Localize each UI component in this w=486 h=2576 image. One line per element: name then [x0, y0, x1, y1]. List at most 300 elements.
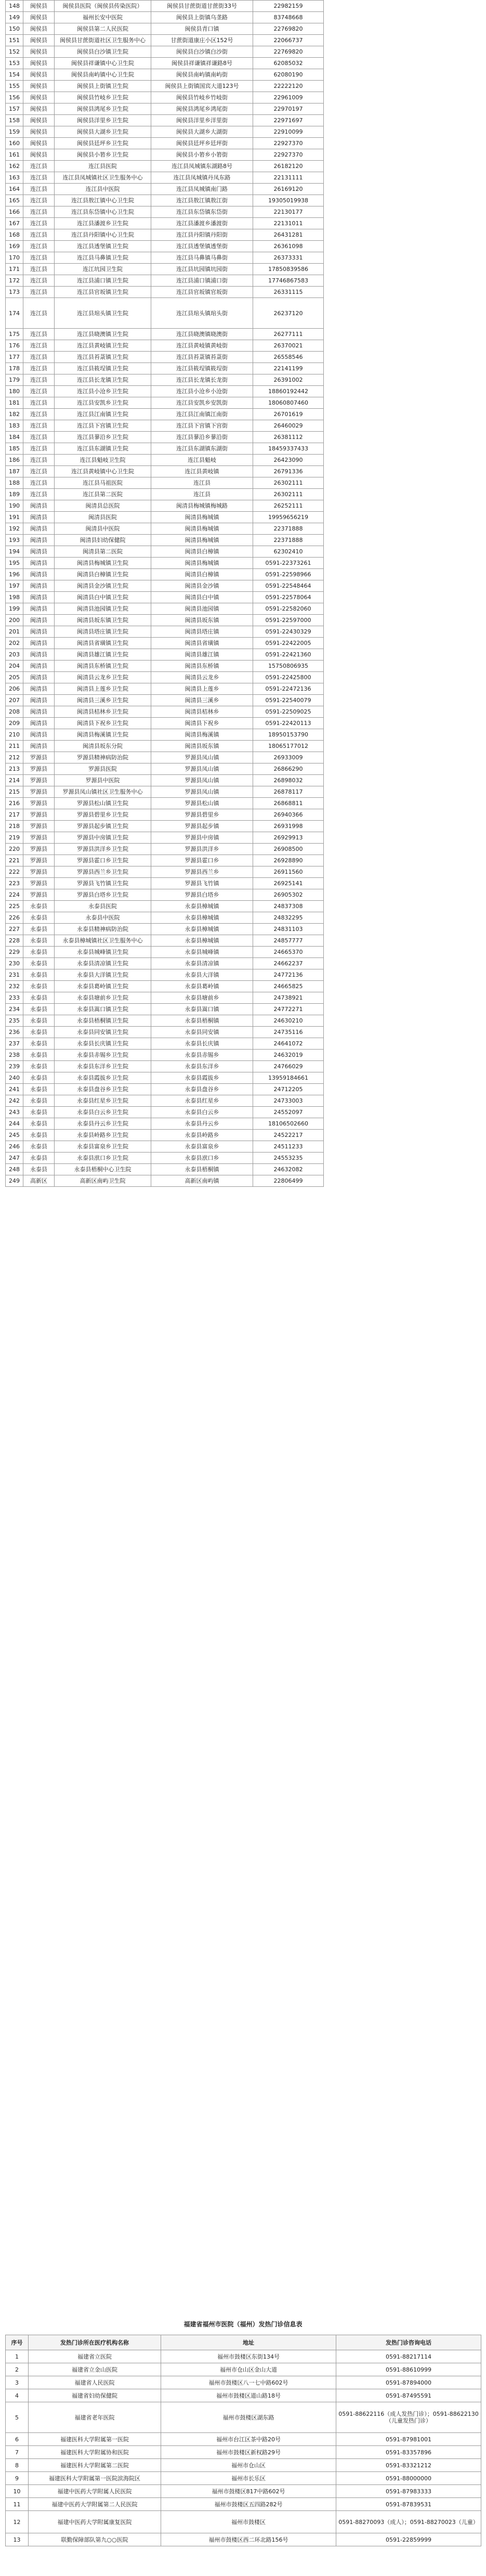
table-row [6, 500, 324, 512]
address: 闽清县白樟镇 [151, 569, 253, 580]
district: 永泰县 [23, 1004, 55, 1015]
table-row [6, 855, 324, 866]
address: 连江县马鼻镇马鼻街 [151, 252, 253, 264]
table-row [6, 935, 324, 947]
address: 闽侯县南屿镇南屿街 [151, 69, 253, 81]
phone: 0591-87981001 [336, 2433, 481, 2446]
table-row [6, 683, 324, 695]
hospital-name: 闽清县东桥镇卫生院 [55, 661, 151, 672]
hospital-name: 永泰县东洋乡卫生院 [55, 1061, 151, 1072]
phone: 24837308 [253, 901, 324, 912]
hospital-name: 永泰县清凉镇卫生院 [55, 958, 151, 969]
phone: 24665370 [253, 947, 324, 958]
table-row [6, 12, 324, 23]
table-row [6, 1095, 324, 1107]
address: 永泰县樟城镇 [151, 912, 253, 924]
row-index: 231 [6, 969, 23, 981]
phone: 17850839586 [253, 264, 324, 275]
hospital-name: 连江县安凯乡卫生院 [55, 397, 151, 409]
row-index: 3 [6, 2376, 29, 2389]
district: 罗源县 [23, 786, 55, 798]
address: 闽清县梅溪镇 [151, 729, 253, 741]
row-index: 221 [6, 855, 23, 866]
hospital-name: 闽侯县甘蔗街道社区卫生服务中心 [55, 35, 151, 46]
table-row [6, 455, 324, 466]
table-row [6, 878, 324, 889]
address: 连江县官坂镇官坂街 [151, 287, 253, 298]
district: 永泰县 [23, 1107, 55, 1118]
row-index: 1 [6, 2350, 29, 2363]
address: 永泰县清凉镇 [151, 958, 253, 969]
row-index: 149 [6, 12, 23, 23]
address: 永泰县塘前乡 [151, 992, 253, 1004]
district: 连江县 [23, 298, 55, 329]
hospital-name: 永泰县岭路乡卫生院 [55, 1130, 151, 1141]
district: 永泰县 [23, 1038, 55, 1050]
address: 闽侯县大湖乡大湖街 [151, 126, 253, 138]
table-row [6, 218, 324, 229]
row-index: 208 [6, 706, 23, 718]
row-index: 236 [6, 1027, 23, 1038]
hospital-name: 连江县黄岐镇中心卫生院 [55, 466, 151, 477]
row-index: 167 [6, 218, 23, 229]
row-index: 148 [6, 1, 23, 12]
row-index: 205 [6, 672, 23, 683]
table-row [6, 947, 324, 958]
address: 连江县凤城镇南门路 [151, 184, 253, 195]
hospital-name: 罗源县中房镇卫生院 [55, 832, 151, 844]
phone: 24772136 [253, 969, 324, 981]
row-index: 193 [6, 535, 23, 546]
district: 连江县 [23, 477, 55, 489]
hospital-name: 连江县长龙镇卫生院 [55, 374, 151, 386]
district: 永泰县 [23, 1061, 55, 1072]
address: 永泰县岭路乡 [151, 1130, 253, 1141]
fever-clinic-title: 福建省福州市医院（福州）发热门诊信息表 [183, 2321, 303, 2328]
phone: 26898032 [253, 775, 324, 786]
hospital-name: 连江县第二医院 [55, 489, 151, 500]
hospital-list-body [6, 1, 324, 1187]
row-index: 194 [6, 546, 23, 558]
row-index: 2 [6, 2363, 29, 2376]
table-row [6, 912, 324, 924]
district: 连江县 [23, 397, 55, 409]
phone: 24665825 [253, 981, 324, 992]
phone: 0591-88000000 [336, 2472, 481, 2485]
phone: 0591-22548464 [253, 580, 324, 592]
phone: 26252111 [253, 500, 324, 512]
row-index: 241 [6, 1084, 23, 1095]
hospital-name: 闽清县云龙乡卫生院 [55, 672, 151, 683]
hospital-name: 罗源县西兰乡卫生院 [55, 866, 151, 878]
address: 罗源县凤山镇 [151, 775, 253, 786]
district: 永泰县 [23, 1130, 55, 1141]
table-row [6, 695, 324, 706]
district: 永泰县 [23, 1015, 55, 1027]
district: 闽清县 [23, 741, 55, 752]
hospital-name: 闽清县金沙镇卫生院 [55, 580, 151, 592]
address: 闽清县省璜镇 [151, 638, 253, 649]
address: 福州市鼓楼区湖东路 [161, 2402, 336, 2433]
table-row [6, 1038, 324, 1050]
phone: 22970197 [253, 103, 324, 115]
hospital-name: 永泰县樟城镇社区卫生服务中心 [55, 935, 151, 947]
district: 连江县 [23, 229, 55, 241]
row-index: 183 [6, 420, 23, 432]
table-row [6, 638, 324, 649]
phone: 26791336 [253, 466, 324, 477]
phone: 18106502660 [253, 1118, 324, 1130]
row-index: 152 [6, 46, 23, 58]
phone: 26277111 [253, 329, 324, 340]
phone: 15750806935 [253, 661, 324, 672]
hospital-name: 连江县马鼻镇卫生院 [55, 252, 151, 264]
table-row [6, 546, 324, 558]
row-index: 180 [6, 386, 23, 397]
table-row [6, 340, 324, 352]
table-row [6, 1141, 324, 1153]
row-index: 175 [6, 329, 23, 340]
row-index: 235 [6, 1015, 23, 1027]
address: 永泰县梧桐镇 [151, 1015, 253, 1027]
hospital-name: 高新区南屿卫生院 [55, 1175, 151, 1187]
district: 永泰县 [23, 935, 55, 947]
phone: 22131011 [253, 218, 324, 229]
address: 罗源县中房镇 [151, 832, 253, 844]
table-row [6, 1175, 324, 1187]
phone: 22910099 [253, 126, 324, 138]
phone: 83748668 [253, 12, 324, 23]
district: 连江县 [23, 161, 55, 172]
phone: 0591-87894000 [336, 2376, 481, 2389]
row-index: 177 [6, 352, 23, 363]
table-row [6, 92, 324, 103]
address: 闽清县下祝乡 [151, 718, 253, 729]
phone: 0591-22430329 [253, 626, 324, 638]
address: 闽清县梅城镇 [151, 558, 253, 569]
row-index: 242 [6, 1095, 23, 1107]
address: 闽清县桔林乡 [151, 706, 253, 718]
row-index: 240 [6, 1072, 23, 1084]
phone: 26925141 [253, 878, 324, 889]
hospital-name: 罗源县凤山镇社区卫生服务中心 [55, 786, 151, 798]
hospital-name: 连江县晓澳镇卫生院 [55, 329, 151, 340]
table-row [6, 2402, 481, 2433]
address: 罗源县霍口乡 [151, 855, 253, 866]
table-row [6, 1118, 324, 1130]
hospital-name: 闽清县中医院 [55, 523, 151, 535]
address: 罗源县凤山镇 [151, 786, 253, 798]
address: 高新区南屿镇 [151, 1175, 253, 1187]
district: 闽侯县 [23, 149, 55, 161]
table-row [6, 352, 324, 363]
table-row [6, 2485, 481, 2498]
table-row [6, 172, 324, 184]
address: 永泰县同安镇 [151, 1027, 253, 1038]
phone: 0591-22509025 [253, 706, 324, 718]
hospital-name: 永泰县同安镇卫生院 [55, 1027, 151, 1038]
hospital-name: 福建中医药大学附属康复医院 [29, 2511, 161, 2533]
phone: 22982159 [253, 1, 324, 12]
hospital-name: 闽清县池园镇卫生院 [55, 603, 151, 615]
hospital-name: 永泰县医院 [55, 901, 151, 912]
table-row [6, 363, 324, 374]
table-row [6, 252, 324, 264]
row-index: 209 [6, 718, 23, 729]
hospital-name: 连江县潘渡乡卫生院 [55, 218, 151, 229]
row-index: 202 [6, 638, 23, 649]
phone: 26381112 [253, 432, 324, 443]
table-row [6, 1164, 324, 1175]
table-row [6, 2511, 481, 2533]
hospital-name: 福建省妇幼保健院 [29, 2389, 161, 2402]
district: 闽清县 [23, 649, 55, 661]
address: 闽侯县甘蔗街道甘蔗街33号 [151, 1, 253, 12]
table-row [6, 35, 324, 46]
row-index: 163 [6, 172, 23, 184]
phone: 24632019 [253, 1050, 324, 1061]
hospital-name: 福建省老年医院 [29, 2402, 161, 2433]
hospital-name: 闽清县梅溪镇卫生院 [55, 729, 151, 741]
phone: 22971697 [253, 115, 324, 126]
hospital-name: 闽清县医院 [55, 512, 151, 523]
row-index: 216 [6, 798, 23, 809]
table-row [6, 1153, 324, 1164]
district: 连江县 [23, 195, 55, 206]
row-index: 210 [6, 729, 23, 741]
district: 罗源县 [23, 832, 55, 844]
district: 闽侯县 [23, 23, 55, 35]
phone: 18950153790 [253, 729, 324, 741]
district: 连江县 [23, 172, 55, 184]
address: 连江县潘渡乡潘渡街 [151, 218, 253, 229]
table-row [6, 184, 324, 195]
address: 闽清县坂东镇 [151, 741, 253, 752]
table-row [6, 115, 324, 126]
phone: 24738921 [253, 992, 324, 1004]
address: 连江县黄岐镇黄岐街 [151, 340, 253, 352]
hospital-name: 闽侯县竹岐乡卫生院 [55, 92, 151, 103]
address: 永泰县盘谷乡 [151, 1084, 253, 1095]
table-row [6, 2459, 481, 2472]
hospital-name: 闽清县省璜镇卫生院 [55, 638, 151, 649]
address: 闽清县梅城镇 [151, 535, 253, 546]
district: 永泰县 [23, 981, 55, 992]
table-row [6, 1107, 324, 1118]
table-row [6, 763, 324, 775]
address: 闽侯县小箬乡小箬街 [151, 149, 253, 161]
phone: 19305019938 [253, 195, 324, 206]
phone: 22371888 [253, 523, 324, 535]
district: 闽清县 [23, 672, 55, 683]
phone: 26460029 [253, 420, 324, 432]
district: 永泰县 [23, 947, 55, 958]
district: 闽清县 [23, 535, 55, 546]
district: 闽清县 [23, 500, 55, 512]
row-index: 245 [6, 1130, 23, 1141]
table-row [6, 1, 324, 12]
address: 永泰县樟城镇 [151, 924, 253, 935]
phone: 18459337433 [253, 443, 324, 455]
table-row [6, 992, 324, 1004]
district: 闽侯县 [23, 58, 55, 69]
row-index: 164 [6, 184, 23, 195]
phone: 0591-88270093（成人）；0591-88270023（儿童） [336, 2511, 481, 2533]
address: 闽清县云龙乡 [151, 672, 253, 683]
row-index: 154 [6, 69, 23, 81]
table-row [6, 512, 324, 523]
district: 连江县 [23, 218, 55, 229]
district: 永泰县 [23, 958, 55, 969]
district: 罗源县 [23, 866, 55, 878]
table-row [6, 298, 324, 329]
district: 闽清县 [23, 729, 55, 741]
district: 永泰县 [23, 1153, 55, 1164]
row-index: 212 [6, 752, 23, 763]
hospital-name: 连江县下宫镇卫生院 [55, 420, 151, 432]
row-index: 181 [6, 397, 23, 409]
district: 连江县 [23, 184, 55, 195]
address: 罗源县凤山镇 [151, 763, 253, 775]
hospital-name: 罗源县松山镇卫生院 [55, 798, 151, 809]
district: 永泰县 [23, 1141, 55, 1153]
table-row [6, 1015, 324, 1027]
table-row [6, 1130, 324, 1141]
phone: 24857777 [253, 935, 324, 947]
district: 永泰县 [23, 992, 55, 1004]
table-row [6, 229, 324, 241]
address: 闽清县东桥镇 [151, 661, 253, 672]
address: 闽侯县廷坪乡廷坪街 [151, 138, 253, 149]
address: 连江县长龙镇长龙街 [151, 374, 253, 386]
hospital-name: 永泰县葛岭镇卫生院 [55, 981, 151, 992]
address: 连江县 [151, 477, 253, 489]
hospital-name: 永泰县丹云乡卫生院 [55, 1118, 151, 1130]
row-index: 234 [6, 1004, 23, 1015]
district: 连江县 [23, 340, 55, 352]
row-index: 229 [6, 947, 23, 958]
hospital-name: 闽清县妇幼保健院 [55, 535, 151, 546]
address: 罗源县西兰乡 [151, 866, 253, 878]
phone: 0591-22422005 [253, 638, 324, 649]
table-row [6, 2350, 481, 2363]
table-row [6, 1072, 324, 1084]
address: 连江县魁岐 [151, 455, 253, 466]
phone: 26558546 [253, 352, 324, 363]
hospital-name: 连江县黄岐镇卫生院 [55, 340, 151, 352]
hospital-name: 罗源县医院 [55, 763, 151, 775]
address: 福州市鼓楼区新权路29号 [161, 2446, 336, 2459]
address: 永泰县大洋镇 [151, 969, 253, 981]
hospital-name: 福建中医药大学附属第二人民医院 [29, 2498, 161, 2511]
phone: 22769820 [253, 46, 324, 58]
table-row [6, 264, 324, 275]
phone: 0591-22598966 [253, 569, 324, 580]
address: 永泰县红星乡 [151, 1095, 253, 1107]
district: 闽清县 [23, 626, 55, 638]
district: 永泰县 [23, 1027, 55, 1038]
row-index: 173 [6, 287, 23, 298]
table-row [6, 775, 324, 786]
row-index: 195 [6, 558, 23, 569]
row-index: 186 [6, 455, 23, 466]
phone: 26911560 [253, 866, 324, 878]
address: 罗源县洪洋乡 [151, 844, 253, 855]
hospital-name: 闽侯县廷坪乡卫生院 [55, 138, 151, 149]
fever-clinic-table [5, 2335, 481, 2546]
table-row [6, 69, 324, 81]
district: 永泰县 [23, 1072, 55, 1084]
phone: 18860192442 [253, 386, 324, 397]
hospital-name: 闽侯县小箬乡卫生院 [55, 149, 151, 161]
hospital-name: 连江县浦口镇卫生院 [55, 275, 151, 287]
phone: 24553235 [253, 1153, 324, 1164]
table-row [6, 2446, 481, 2459]
phone: 22222120 [253, 81, 324, 92]
phone: 0591-22582060 [253, 603, 324, 615]
phone: 22927370 [253, 138, 324, 149]
table-row [6, 580, 324, 592]
row-index: 248 [6, 1164, 23, 1175]
row-index: 220 [6, 844, 23, 855]
hospital-name: 连江县蓼沿乡卫生院 [55, 432, 151, 443]
district: 闽清县 [23, 638, 55, 649]
hospital-name: 福建医科大学附属第一医院滨海院区 [29, 2472, 161, 2485]
address: 罗源县碧里乡 [151, 809, 253, 821]
table-row [6, 287, 324, 298]
table-row [6, 466, 324, 477]
district: 闽清县 [23, 592, 55, 603]
table-row [6, 729, 324, 741]
address: 闽清县梅城镇 [151, 523, 253, 535]
address: 福州市鼓楼区817中路602号 [161, 2485, 336, 2498]
district: 永泰县 [23, 1164, 55, 1175]
address: 永泰县洑口乡 [151, 1153, 253, 1164]
hospital-name: 福建医科大学附属协和医院 [29, 2446, 161, 2459]
phone: 0591-88622116（成人发热门诊）；0591-88622130（儿童发热门诊） [336, 2402, 481, 2433]
phone: 22131111 [253, 172, 324, 184]
hospital-name: 永泰县赤锡乡卫生院 [55, 1050, 151, 1061]
phone: 26431281 [253, 229, 324, 241]
address: 连江县凤城镇东湖路8号 [151, 161, 253, 172]
table-row [6, 661, 324, 672]
table-row [6, 741, 324, 752]
table-row [6, 374, 324, 386]
address: 福州市鼓楼区五四路282号 [161, 2498, 336, 2511]
hospital-name: 闽清县塔庄镇卫生院 [55, 626, 151, 638]
table-row [6, 798, 324, 809]
address: 永泰县城峰镇 [151, 947, 253, 958]
table-row [6, 420, 324, 432]
address: 罗源县起步镇 [151, 821, 253, 832]
district: 闽清县 [23, 546, 55, 558]
address: 连江县黄岐镇 [151, 466, 253, 477]
table-row [6, 889, 324, 901]
row-index: 13 [6, 2533, 29, 2546]
hospital-name: 闽清县上莲乡卫生院 [55, 683, 151, 695]
phone: 62302410 [253, 546, 324, 558]
table-row [6, 866, 324, 878]
district: 罗源县 [23, 752, 55, 763]
table-row [6, 275, 324, 287]
district: 罗源县 [23, 763, 55, 775]
hospital-name: 闽侯县南屿镇中心卫生院 [55, 69, 151, 81]
address: 连江县透堡镇透堡街 [151, 241, 253, 252]
phone: 24641072 [253, 1038, 324, 1050]
district: 连江县 [23, 432, 55, 443]
hospital-name: 罗源县洪洋乡卫生院 [55, 844, 151, 855]
phone: 22769820 [253, 23, 324, 35]
